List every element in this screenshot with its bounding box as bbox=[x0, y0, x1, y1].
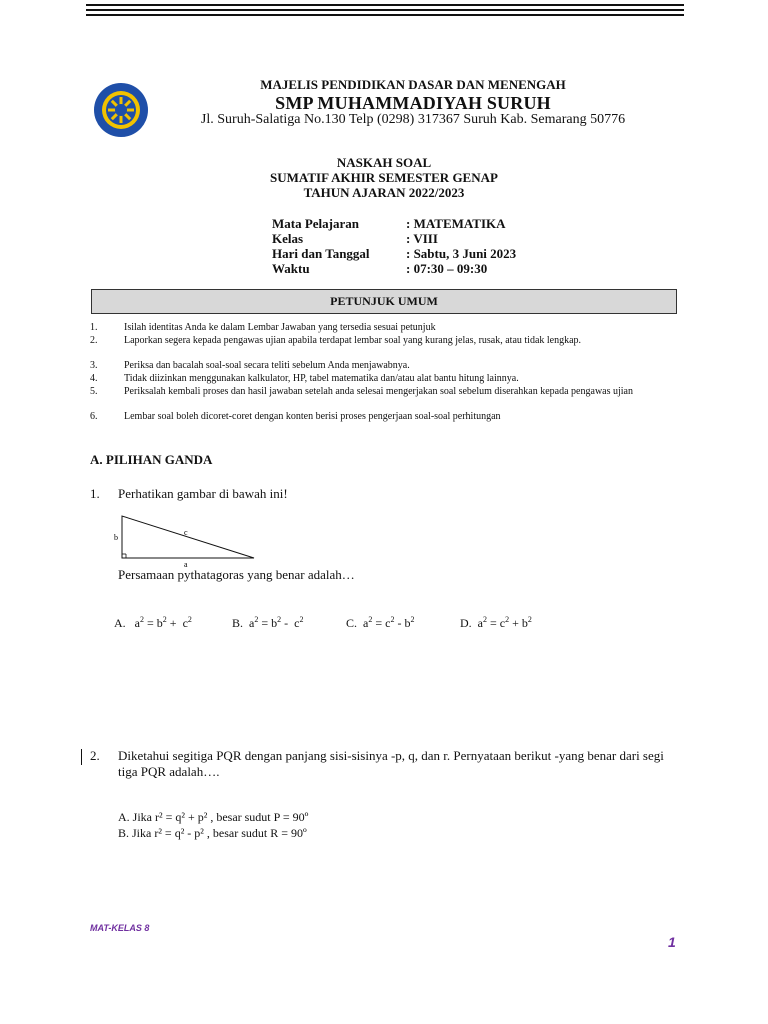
top-rule bbox=[86, 4, 684, 6]
info-key: Kelas bbox=[272, 231, 304, 246]
rule-number: 3. bbox=[90, 360, 98, 371]
info-key: Mata Pelajaran bbox=[272, 216, 360, 231]
right-triangle-figure bbox=[110, 512, 260, 568]
rule-number: 2. bbox=[90, 335, 98, 346]
doc-title-line2: SUMATIF AKHIR SEMESTER GENAP bbox=[270, 170, 498, 185]
question-prompt: Persamaan pythatagoras yang benar adalah… bbox=[118, 567, 355, 582]
info-value: : MATEMATIKA bbox=[406, 216, 506, 231]
rule-text: Tidak diizinkan menggunakan kalkulator, HP, tabel matematika dan/atau alat bantu hitung lainnya. bbox=[124, 373, 519, 384]
question-text: Perhatikan gambar di bawah ini! bbox=[118, 486, 288, 501]
question-text: Diketahui segitiga PQR dengan panjang sisi-sisinya -p, q, dan r. Pernyataan berikut -yang benar dari segi tiga PQR adalah…. bbox=[118, 748, 664, 779]
rule-number: 1. bbox=[90, 322, 98, 333]
info-value: : 07:30 – 09:30 bbox=[406, 261, 488, 276]
doc-title-line1: NASKAH SOAL bbox=[336, 155, 432, 170]
header-school-name: SMP MUHAMMADIYAH SURUH bbox=[275, 93, 551, 113]
info-value: : Sabtu, 3 Juni 2023 bbox=[406, 246, 517, 261]
doc-title-line3: TAHUN AJARAN 2022/2023 bbox=[303, 185, 465, 200]
text-cursor bbox=[81, 749, 82, 765]
rule-text: Isilah identitas Anda ke dalam Lembar Jawaban yang tersedia sesuai petunjuk bbox=[124, 322, 436, 333]
footer-label: MAT-KELAS 8 bbox=[90, 923, 150, 933]
top-rule bbox=[86, 14, 684, 16]
label-b: b bbox=[114, 533, 118, 542]
question-number: 2. bbox=[90, 748, 100, 763]
label-a: a bbox=[184, 560, 188, 568]
petunjuk-heading: PETUNJUK UMUM bbox=[91, 289, 677, 314]
info-value: : VIII bbox=[406, 231, 438, 246]
school-logo-icon bbox=[93, 82, 149, 138]
option-b: B. $a^2 = b^2 - c^2$ bbox=[232, 615, 304, 630]
section-heading: A. PILIHAN GANDA bbox=[90, 452, 213, 467]
question-number: 1. bbox=[90, 486, 100, 501]
rule-text: Periksalah kembali proses dan hasil jawaban setelah anda selesai mengerjakan soal sebelum diserahkan kepada pengawas ujian bbox=[124, 386, 633, 397]
header-institution: MAJELIS PENDIDIKAN DASAR DAN MENENGAH bbox=[260, 77, 566, 92]
rule-text: Laporkan segera kepada pengawas ujian apabila terdapat lembar soal yang kurang jelas, rusak, atau tidak lengkap. bbox=[124, 335, 582, 346]
rule-number: 6. bbox=[90, 411, 98, 422]
option-a: A. $a^2 = b^2 + c^2$ bbox=[114, 615, 192, 630]
option-b: B. Jika r² = q² - p² , besar sudut R = 90º bbox=[118, 826, 307, 840]
option-a: A. Jika r² = q² + p² , besar sudut P = 90º bbox=[118, 810, 309, 824]
header-address: Jl. Suruh-Salatiga No.130 Telp (0298) 317367 Suruh Kab. Semarang 50776 bbox=[200, 112, 626, 127]
rule-text: Lembar soal boleh dicoret-coret dengan konten berisi proses pengerjaan soal-soal perhitungan bbox=[124, 411, 501, 422]
info-key: Hari dan Tanggal bbox=[272, 246, 370, 261]
rule-number: 5. bbox=[90, 386, 98, 397]
info-key: Waktu bbox=[272, 261, 310, 276]
top-rule bbox=[86, 9, 684, 11]
option-d: D. $a^2 = c^2 + b^2$ bbox=[460, 615, 532, 630]
page-number: 1 bbox=[668, 934, 676, 950]
rule-text: Periksa dan bacalah soal-soal secara teliti sebelum Anda menjawabnya. bbox=[124, 360, 410, 371]
label-c: c bbox=[184, 528, 188, 537]
rule-number: 4. bbox=[90, 373, 98, 384]
option-c: C. $a^2 = c^2 - b^2$ bbox=[346, 615, 415, 630]
